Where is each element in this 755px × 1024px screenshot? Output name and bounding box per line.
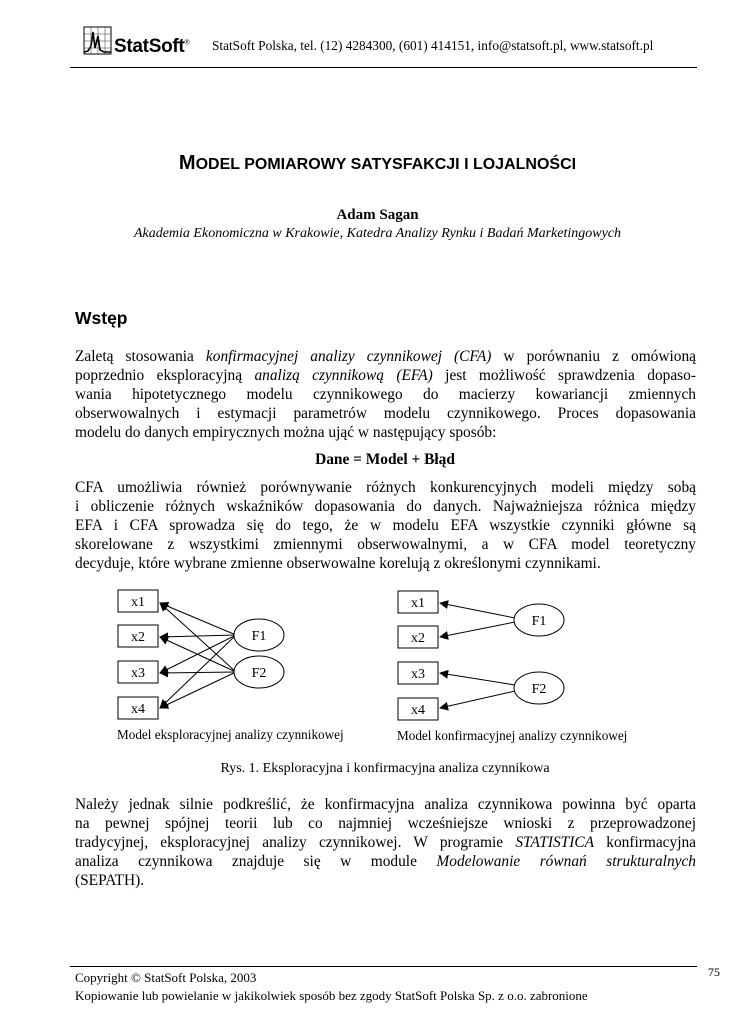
cfa-label: Model konfirmacyjnej analizy czynnikowej (397, 728, 628, 743)
svg-text:x3: x3 (131, 666, 145, 681)
footer-copyright: Copyright © StatSoft Polska, 2003 (75, 970, 257, 985)
header-rule (70, 67, 697, 68)
statsoft-chart-icon (83, 26, 113, 56)
svg-text:x2: x2 (411, 631, 425, 646)
text-line: i obliczenie różnych wskaźników dopasowania do danych. Najważniejsza różnica między (75, 498, 696, 515)
footer-notice: Kopiowanie lub powielanie w jakikolwiek sposób bez zgody StatSoft Polska Sp. z o.o. zabronione (75, 988, 588, 1003)
paragraph-conclusion (75, 795, 696, 890)
efa-arrow (160, 672, 236, 673)
cfa-arrows (440, 603, 515, 708)
statsoft-logo (83, 22, 201, 58)
author-name: Adam Sagan (336, 207, 419, 223)
text-line: Zaletą stosowania konfirmacyjnej analizy czynnikowej (CFA) w porównaniu z omówioną (75, 348, 696, 365)
text-line: (SEPATH). (75, 872, 145, 889)
svg-text:x4: x4 (131, 702, 145, 717)
cfa-arrow (440, 603, 515, 618)
text-line: decyduje, które wybrane zmienne obserwowalne korelują z określonymi czynnikami. (75, 555, 601, 572)
formula: Dane = Model + Błąd (315, 451, 455, 468)
cfa-factor-ellipse (514, 604, 564, 636)
footer-rule (70, 966, 697, 967)
svg-text:x3: x3 (411, 667, 425, 682)
svg-text:x1: x1 (131, 595, 145, 610)
efa-variable-box (118, 625, 158, 647)
header-contact: StatSoft Polska, tel. (12) 4284300, (601) 414151, info@statsoft.pl, www.statsoft.pl (212, 38, 654, 53)
svg-text:F2: F2 (251, 666, 267, 681)
cfa-model (397, 591, 627, 743)
text-line: EFA i CFA sprowadza się do tego, że w modelu EFA wszystkie czynniki główne są (75, 517, 696, 534)
efa-variable-box (118, 697, 158, 719)
paragraph-intro (75, 347, 696, 442)
svg-text:x1: x1 (411, 596, 425, 611)
text-line: modelu do danych empirycznych można ująć w następujący sposób: (75, 424, 497, 441)
cfa-variable-box (398, 626, 438, 648)
efa-arrow (160, 603, 236, 672)
svg-text:x2: x2 (131, 630, 145, 645)
brand-name: StatSoft® (114, 36, 190, 57)
svg-text:F2: F2 (531, 682, 547, 697)
efa-arrows (160, 603, 236, 708)
page-number: 75 (708, 965, 720, 979)
text-line: analiza czynnikowa znajduje się w module Modelowanie równań strukturalnych (75, 853, 696, 870)
efa-variable-box (118, 661, 158, 683)
text-line: na pewnej spójnej teorii lub co najmniej wcześniejsze wnioski z przeprowadzonej (75, 815, 696, 832)
cfa-variable-box (398, 698, 438, 720)
efa-arrow (160, 672, 236, 708)
cfa-arrow (440, 691, 515, 708)
text-line: poprzednio eksploracyjną analizą czynnikową (EFA) jest możliwość sprawdzenia dopaso- (75, 367, 696, 384)
svg-text:F1: F1 (531, 614, 547, 629)
efa-factor-ellipse (234, 656, 284, 688)
figure-caption: Rys. 1. Eksploracyjna i konfirmacyjna analiza czynnikowa (220, 761, 550, 776)
text-line: wania hipotetycznego modelu czynnikowego do macierzy kowariancji zmiennych (75, 386, 696, 403)
efa-arrow (160, 635, 236, 637)
efa-variable-box (118, 590, 158, 612)
efa-arrow (160, 635, 236, 708)
efa-model (117, 590, 344, 742)
efa-arrow (160, 603, 236, 635)
cfa-arrow (440, 622, 515, 637)
cfa-variable-box (398, 591, 438, 613)
cfa-variable-box (398, 662, 438, 684)
author-affiliation: Akademia Ekonomiczna w Krakowie, Katedra Analizy Rynku i Badań Marketingowych (133, 226, 622, 241)
text-line: obserwowalnych i estymacji parametrów modelu czynnikowego. Proces dopasowania (75, 405, 696, 422)
text-line: Należy jednak silnie podkreślić, że konfirmacyjna analiza czynnikowa powinna być oparta (75, 796, 696, 813)
text-line: CFA umożliwia również porównywanie różnych konkurencyjnych modeli między sobą (75, 479, 696, 496)
svg-text:F1: F1 (251, 629, 267, 644)
cfa-factor-ellipse (514, 672, 564, 704)
efa-label: Model eksploracyjnej analizy czynnikowej (117, 727, 344, 742)
article-title: MODEL POMIAROWY SATYSFAKCJI I LOJALNOŚCI (178, 152, 577, 174)
factor-analysis-diagram (0, 585, 755, 750)
cfa-arrow (440, 673, 515, 685)
svg-text:x4: x4 (411, 703, 425, 718)
efa-factor-ellipse (234, 619, 284, 651)
section-heading: Wstęp (75, 308, 128, 328)
text-line: tradycyjnej, eksploracyjnej analizy czynnikowej. W programie STATISTICA konfirmacyjna (75, 834, 697, 851)
text-line: skorelowane z wszystkimi zmiennymi obserwowalnymi, a w CFA model teoretyczny (75, 536, 696, 553)
paragraph-comparison (75, 478, 696, 573)
